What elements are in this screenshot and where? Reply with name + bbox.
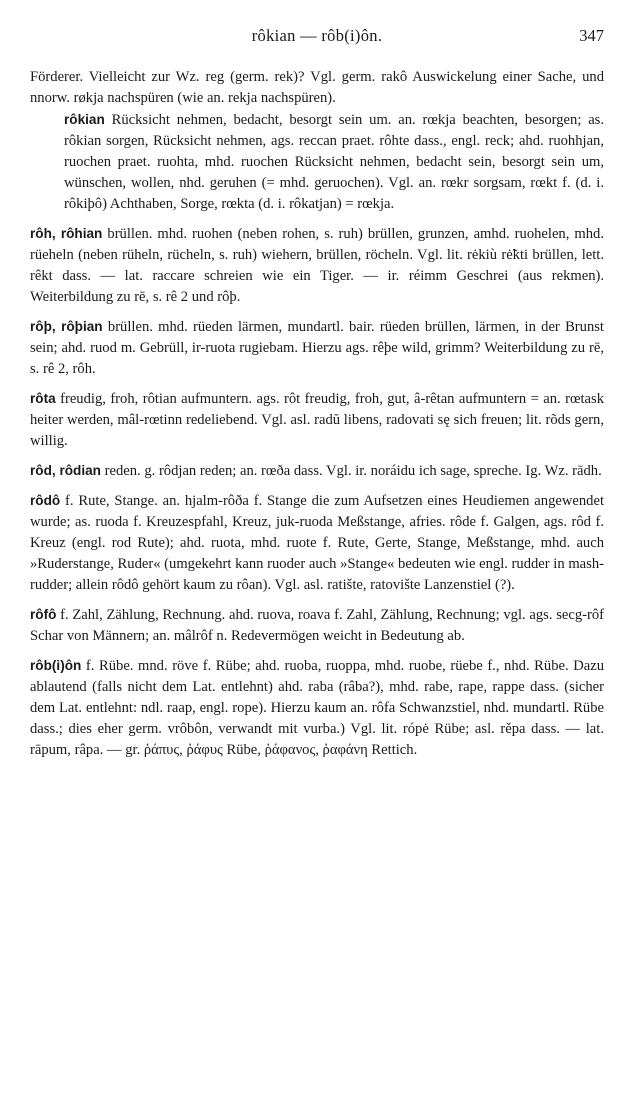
running-header <box>30 26 604 50</box>
entry-text: f. Rübe. mnd. röve f. Rübe; ahd. ruoba, ruoppa, mhd. ruobe, rüebe f., nhd. Rübe. Dazu ablautend (falls nicht dem Lat. entlehnt) ahd. raba (râba?), mhd. rabe, rape, rappe dass. (sicher dem Lat. entlehnt: ndl. raap, engl. rope). Hierzu kaum an. rôfa Schwanzstiel, nhd. mundartl. Rübe dass.; dies eher germ. vrôbôn, verwandt mit vurba.) Vgl. lit. rópė Rübe; asl. rěpa dass. — lat. rāpum, râpa. — gr. ῥάπυς, ῥάφυς Rübe, ῥάφανος, ῥαφάνη Rettich. <box>30 658 604 758</box>
entry-continuation <box>30 67 604 109</box>
entry-text: Rücksicht nehmen, bedacht, besorgt sein um. an. rœkja beachten, besorgen; as. rôkian sorgen, Rücksicht nehmen, ags. reccan praet. rôhte dass., engl. reck; ahd. ruohhjan, ruochen praet. ruohta, mhd. ruochen Rücksicht nehmen, bedacht sein, besorgt sein um, wünschen, wollen, nhd. geruhen (= mhd. geruochen). Vgl. an. rœkr sorgsam, rœkt f. (d. i. rôkiþô) Achthaben, Sorge, rœkta (d. i. rôkatjan) = rœkja. <box>64 112 604 212</box>
entry-text: f. Zahl, Zählung, Rechnung. ahd. ruova, roava f. Zahl, Zählung, Rechnung; vgl. ags. secg-rôf Schar von Männern; an. mâlrôf n. Redevermögen weicht in Bedeutung ab. <box>30 607 604 644</box>
entry-headword: rôta <box>30 391 56 406</box>
entry-text: brüllen. mhd. ruohen (neben rohen, s. ruh) brüllen, grunzen, amhd. ruohelen, mhd. rüeheln (neben rüheln, rücheln, s. ruh) wiehern, brüllen, röcheln. Vgl. lit. rėkiù rė̃kti brüllen, lett. rêkt dass. — lat. raccare schreien wie ein Tiger. — ir. réimm Geschrei (aus rekmen). Weiterbildung zu rē, s. rê 2 und rôþ. <box>30 226 604 305</box>
entry-rofo <box>30 604 604 647</box>
entry-headword: rôd, rôdian <box>30 463 101 478</box>
entry-text: f. Rute, Stange. an. hjalm-rôða f. Stange die zum Aufsetzen eines Heudiemen angewendet wurde; as. ruoda f. Kreuzespfahl, Kreuz, juk-ruoda Meßstange, afries. rôde f. Galgen, ags. rôd f. Kreuz (engl. rod Rute); ahd. ruota, mhd. ruote f. Rute, Gerte, Stange, Meßstange, mhd. auch »Ruderstange, Ruder« (umgekehrt kann ruoder auch »Stange« bedeuten wie engl. rudder in mash-rudder; allein rôdô gehört kaum zu rôan). Vgl. asl. ratište, ratovište Lanzenstiel (?). <box>30 493 604 593</box>
entry-rod <box>30 460 604 482</box>
entry-rota <box>30 388 604 452</box>
entry-text: Förderer. Vielleicht zur Wz. reg (germ. rek)? Vgl. germ. rakô Auswickelung einer Sache, und nnorw. røkja nachspüren (wie an. rekja nachspüren). <box>30 69 604 106</box>
entry-text: reden. g. rôdjan reden; an. rœða dass. Vgl. ir. noráidu ich sage, spreche. Ig. Wz. rādh. <box>101 463 602 479</box>
entry-headword: rôdô <box>30 493 61 508</box>
entry-headword: rôþ, rôþian <box>30 319 103 334</box>
entry-robion <box>30 655 604 761</box>
entry-headword: rôb(i)ôn <box>30 658 82 673</box>
entry-headword: rôh, rôhian <box>30 226 103 241</box>
entry-rodo <box>30 490 604 596</box>
page-number: 347 <box>579 26 604 45</box>
running-title: rôkian — rôb(i)ôn. <box>251 26 383 45</box>
entry-text: brüllen. mhd. rüeden lärmen, mundartl. bair. rüeden brüllen, lärmen, in der Brunst sein; ahd. ruod m. Gebrüll, ir-ruota rugiebam. Hierzu ags. rêþe wild, grimm? Weiterbildung zu rē, s. rê 2, rôh. <box>30 319 604 377</box>
entry-rokian <box>30 109 604 215</box>
page-body <box>30 67 604 761</box>
entry-roth <box>30 316 604 380</box>
entry-text: freudig, froh, rôtian aufmuntern. ags. rôt freudig, froh, gut, â-rêtan aufmuntern = an. rœtask heiter werden, mâl-rœtinn redeliebend. Vgl. asl. radŭ libens, radovati sę sich freuen; lit. rõds gern, willig. <box>30 391 604 449</box>
entry-headword: rôfô <box>30 607 57 622</box>
entry-roh <box>30 223 604 308</box>
entry-headword: rôkian <box>64 112 105 127</box>
